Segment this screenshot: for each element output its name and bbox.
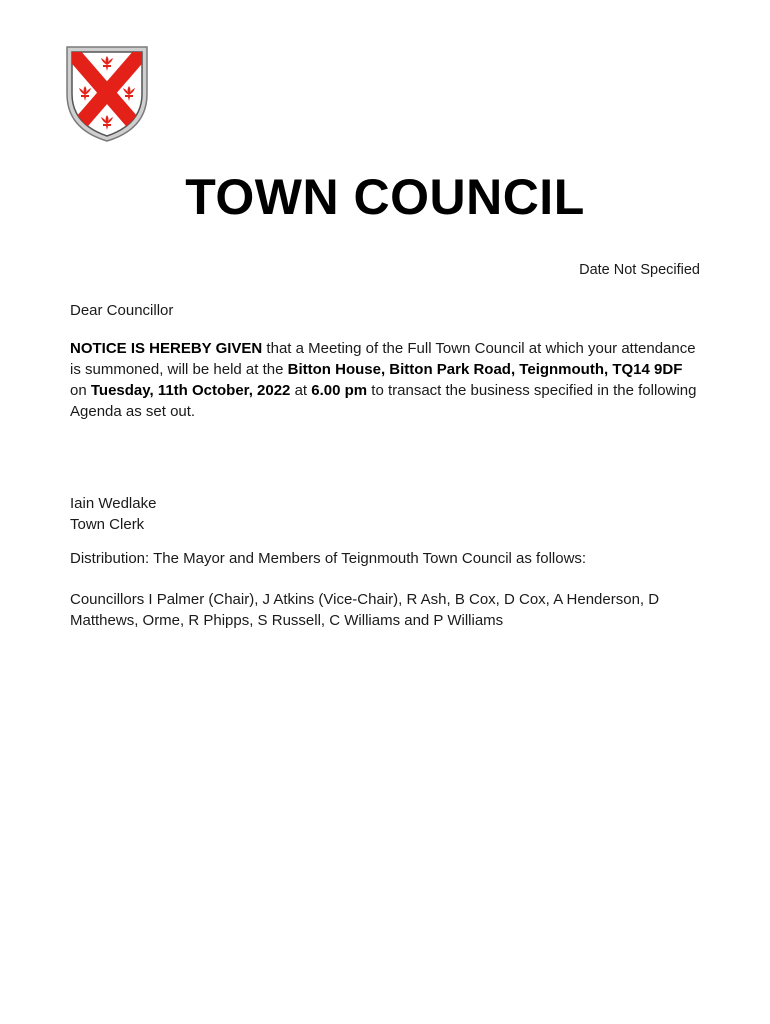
salutation: Dear Councillor	[70, 302, 174, 319]
distribution-line: Distribution: The Mayor and Members of Teignmouth Town Council as follows:	[70, 550, 587, 567]
meeting-date: Tuesday, 11th October, 2022	[90, 382, 291, 399]
meeting-time: 6.00 pm	[311, 382, 368, 399]
letter-date: Date Not Specified	[579, 262, 700, 278]
signatory-role: Town Clerk	[70, 516, 145, 533]
notice-text-3: at	[290, 382, 312, 399]
signatory-name: Iain Wedlake	[70, 495, 157, 512]
councillors-list: Councillors I Palmer (Chair), J Atkins (Vice-Chair), R Ash, B Cox, D Cox, A Henderson, D Matthews, Orme, R Phipps, S Russell, C Williams and P Williams	[70, 591, 660, 629]
notice-lead: NOTICE IS HEREBY GIVEN	[70, 340, 263, 357]
notice-text-4: to transact the business specified in the following Agenda as set out.	[70, 382, 697, 420]
coat-of-arms-icon	[64, 44, 150, 142]
notice-text-1: that a Meeting of the Full Town Council at which your attendance is summoned, will be held at the	[70, 340, 696, 378]
page-title: TOWN COUNCIL	[185, 169, 585, 225]
notice-paragraph	[70, 338, 700, 422]
notice-text-2: on	[70, 382, 91, 399]
meeting-venue: Bitton House, Bitton Park Road, Teignmouth, TQ14 9DF	[287, 361, 683, 378]
